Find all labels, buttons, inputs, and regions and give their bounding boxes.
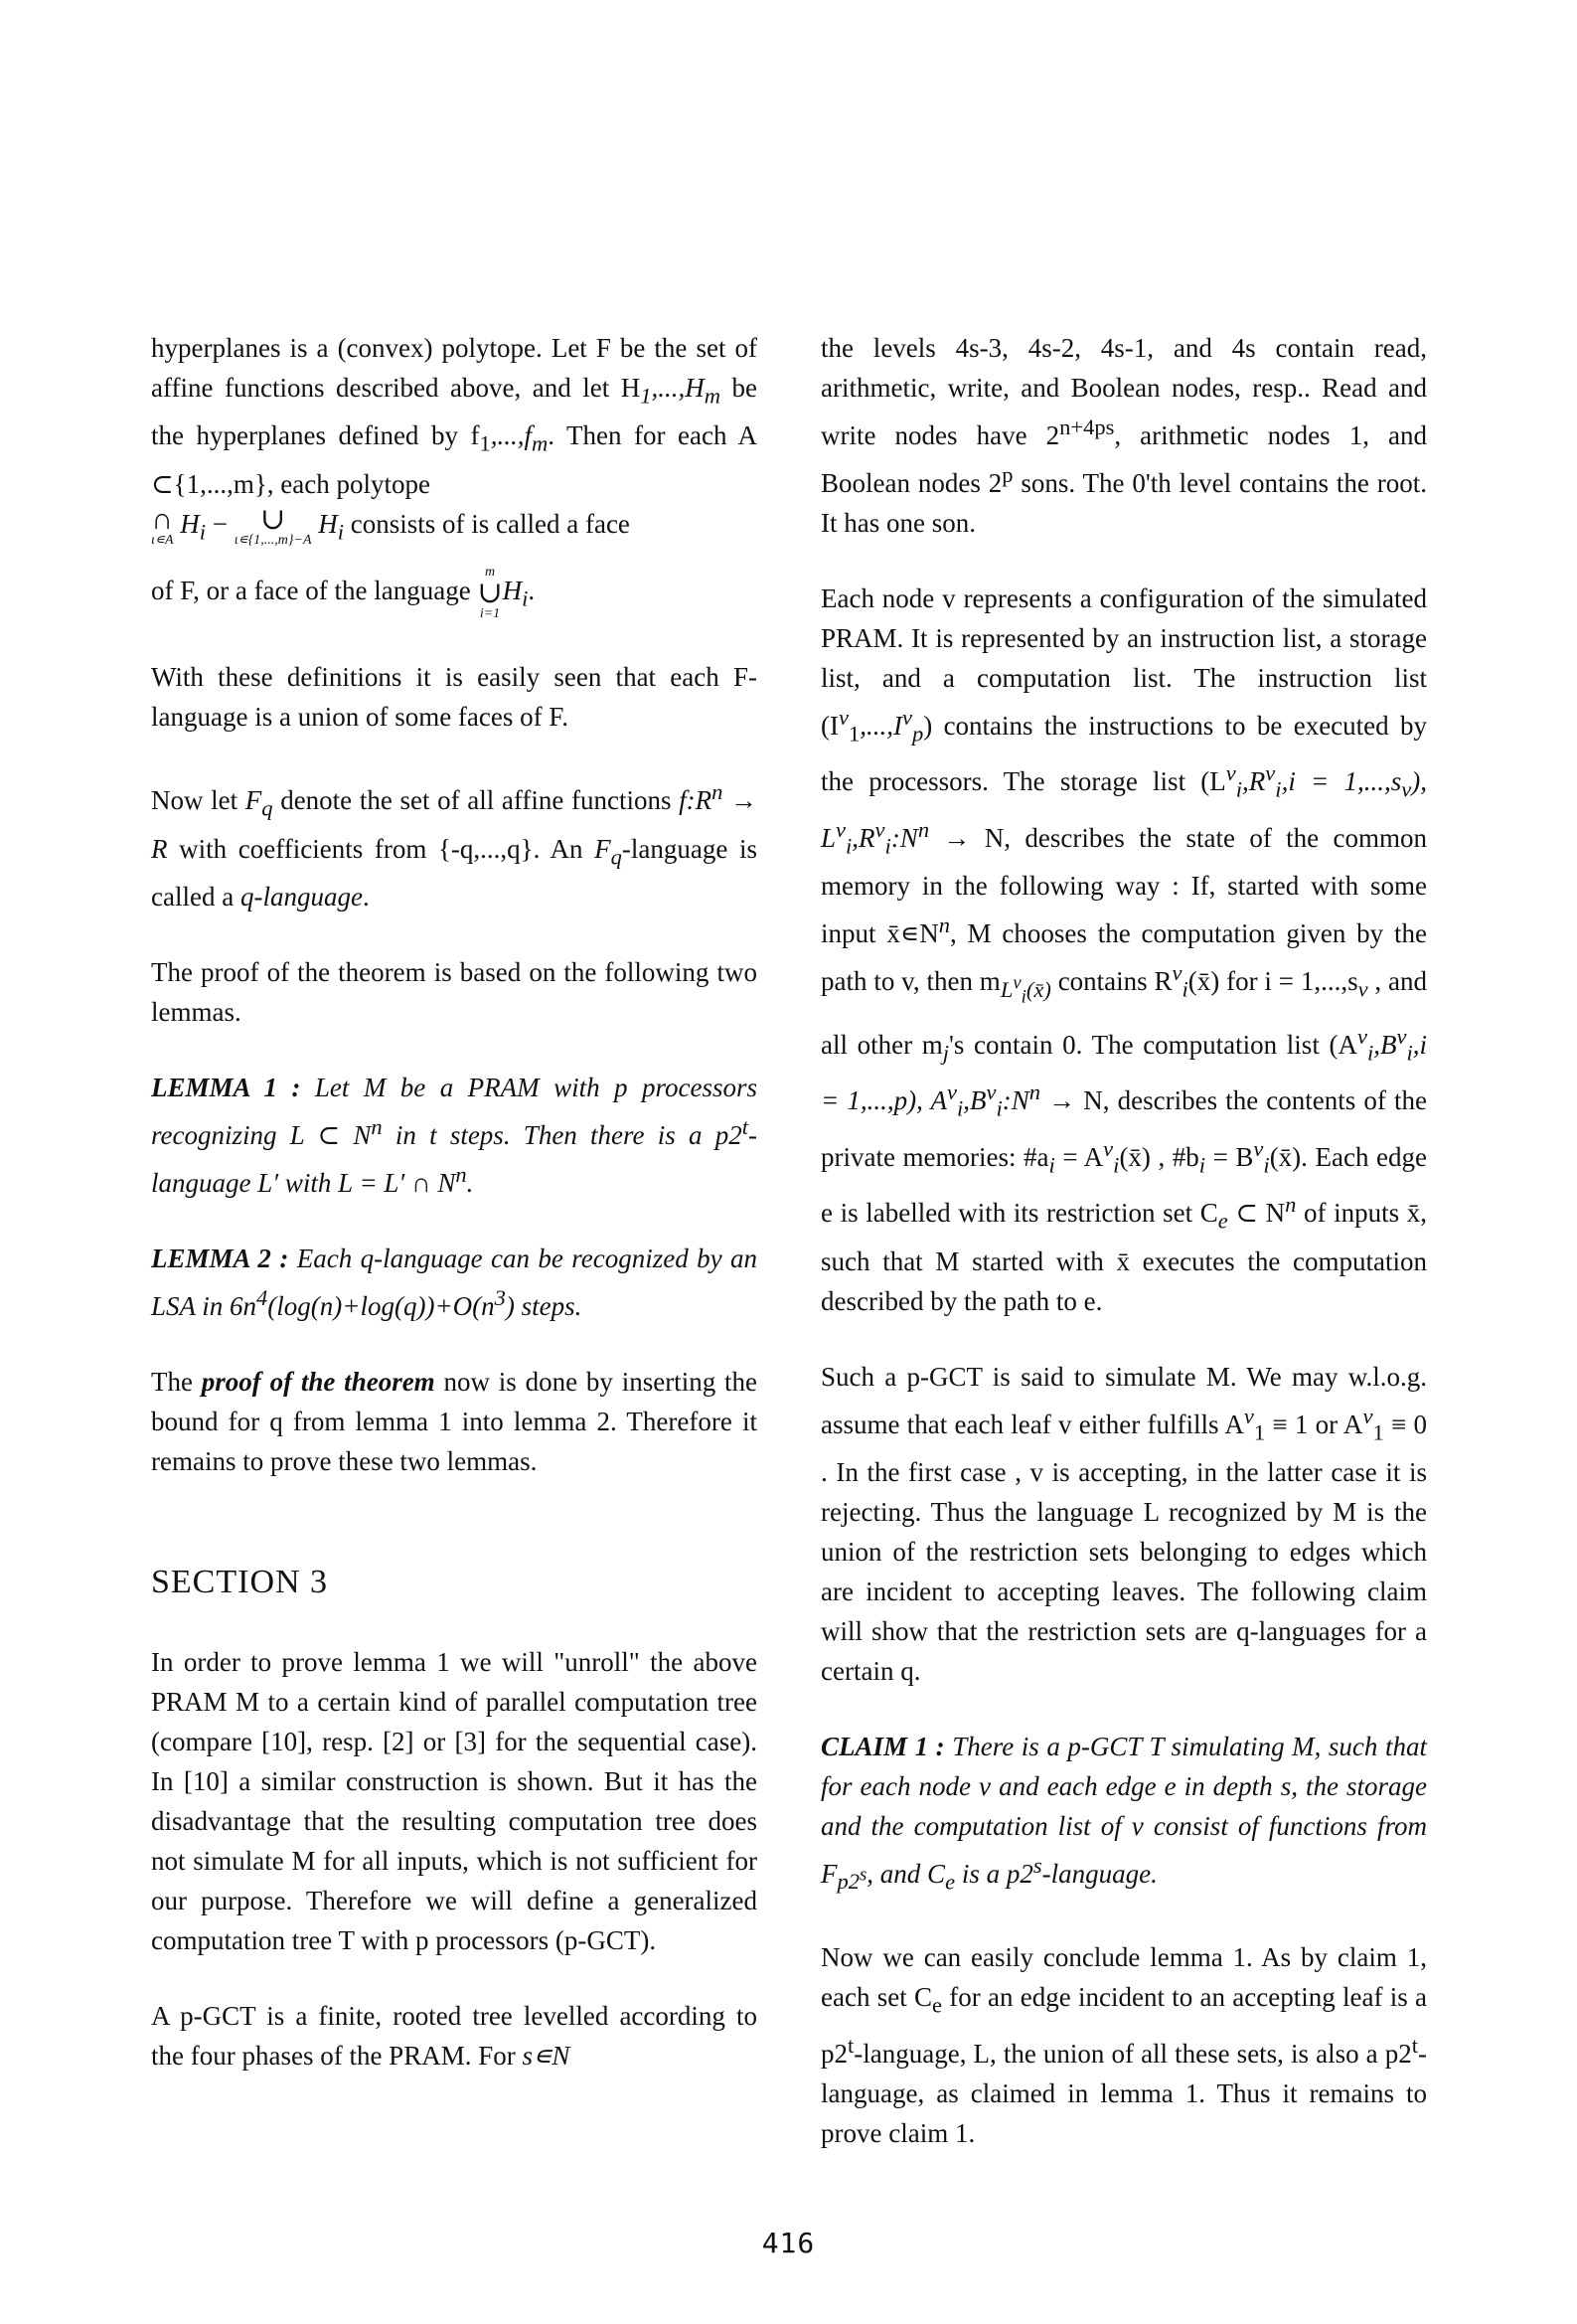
- lemma-label: LEMMA 1 :: [151, 1072, 301, 1102]
- subscript: i: [337, 519, 345, 545]
- superscript: t: [741, 1113, 748, 1139]
- text: ,B: [963, 1085, 987, 1116]
- text: → N, describes the contents of the private memories: #a: [821, 1085, 1427, 1172]
- text: , and all other m: [821, 966, 1427, 1061]
- lemma-label: LEMMA 2 :: [151, 1243, 289, 1273]
- subscript: q: [261, 795, 273, 821]
- superscript: v: [901, 705, 912, 730]
- subscript: i: [1048, 1152, 1055, 1178]
- subscript: p: [911, 721, 924, 747]
- math-term: s∊N: [522, 2040, 570, 2071]
- text: -language is called a: [151, 833, 757, 912]
- text: with coefficients from {-q,...,q}. An: [167, 833, 595, 864]
- text: ≡ 1 or A: [1265, 1409, 1363, 1439]
- text: Let M be a PRAM with p processors recognizing L ⊂ N: [151, 1072, 757, 1150]
- subscript: i: [956, 1095, 964, 1121]
- math-term: F: [594, 833, 611, 864]
- superscript: v: [1225, 760, 1236, 786]
- paragraph-fq: [151, 772, 757, 916]
- subscript: e: [1217, 1208, 1228, 1234]
- subscript: i: [1366, 1040, 1374, 1066]
- subscript: e: [932, 1992, 942, 2018]
- page-number: 416: [761, 2227, 816, 2259]
- superscript: v: [836, 816, 847, 842]
- superscript: t: [1411, 2032, 1418, 2058]
- text: There is a p-GCT T simulating M, such that for each node v and each edge e in depth s, the storage and the computation list of v consist of functions from F: [821, 1732, 1427, 1890]
- union-operator: [234, 502, 312, 548]
- big-union-symbol: ∪: [477, 577, 503, 610]
- text: , arithmetic nodes 1, and Boolean nodes 2: [821, 420, 1427, 498]
- text: = B: [1205, 1141, 1254, 1172]
- subscript: j: [942, 1040, 950, 1066]
- text: denote the set of all affine functions: [272, 785, 680, 816]
- superscript: n: [711, 779, 723, 805]
- math-term: H: [311, 508, 338, 539]
- superscript: n: [455, 1161, 467, 1187]
- math-term: H: [502, 576, 523, 606]
- text: Now let: [151, 785, 245, 816]
- superscript: t: [848, 2032, 855, 2058]
- text: ,i = 1,...,s: [1281, 766, 1402, 797]
- subscript: v: [1401, 776, 1412, 802]
- superscript: v: [1396, 1024, 1407, 1050]
- face-formula: [151, 504, 757, 552]
- right-column: [821, 328, 1427, 2189]
- text: Such a p-GCT is said to simulate M. We may w.l.o.g. assume that each leaf v either fulfills A: [821, 1361, 1427, 1439]
- text: Each node v represents a configuration of the simulated PRAM. It is represented by an instruction list, a storage list, and a computation list. The instruction list (I: [821, 583, 1427, 741]
- claim-1: [821, 1727, 1427, 1902]
- paragraph-pgct: [151, 1996, 757, 2075]
- intersection-operator: [151, 502, 174, 548]
- text: = A: [1054, 1141, 1104, 1172]
- text: ,...,f: [490, 420, 532, 451]
- text: .: [466, 1167, 474, 1198]
- subscript: 1: [848, 721, 861, 747]
- text: ,R: [1242, 766, 1266, 797]
- text: (x̄) for i = 1,...,s: [1187, 966, 1358, 997]
- subscript: i: [846, 833, 853, 859]
- superscript: v: [1265, 760, 1276, 786]
- subscript: i: [1275, 776, 1282, 802]
- text: → N, describes the state of the common memory in the following way : If, started with some input x̄∊N: [821, 822, 1427, 949]
- subscript-part: L: [1000, 976, 1014, 1002]
- superscript: v: [1172, 960, 1183, 986]
- text: , M chooses the computation given by the path to v, then m: [821, 918, 1427, 997]
- paragraph-levels: [821, 328, 1427, 543]
- subscript-part: p2: [837, 1869, 860, 1895]
- text: .: [362, 881, 370, 912]
- subscript: i: [996, 1095, 1003, 1121]
- subscript: i: [1198, 1152, 1206, 1178]
- superscript: n: [1285, 1192, 1297, 1218]
- text: is a p2: [955, 1859, 1033, 1890]
- text: A p-GCT is a finite, rooted tree levelled according to the four phases of the PRAM. For: [151, 2000, 757, 2071]
- superscript: v: [1253, 1135, 1264, 1161]
- superscript: v: [986, 1079, 997, 1105]
- union-index: ι∊{1,...,m}−A: [234, 532, 312, 548]
- subscript: i: [884, 833, 891, 859]
- section-heading: SECTION 3: [151, 1563, 329, 1600]
- text: consists of is called a face: [344, 508, 630, 539]
- superscript: v: [1243, 1403, 1254, 1428]
- superscript: n+4ps: [1059, 415, 1115, 439]
- subscript: [1000, 972, 1051, 1008]
- paragraph-unroll: In order to prove lemma 1 we will "unroll" the above PRAM M to a certain kind of parallel computation tree (compare [10], resp. [2] or [3] for the sequential case). In [10] a similar construction is shown. But it has the disadvantage that the resulting computation tree does not simulate M for all inputs, which is not sufficient for our purpose. Therefore we will define a generalized computation tree T with p processors (p-GCT).: [151, 1646, 757, 1955]
- big-union-operator: [477, 566, 502, 621]
- superscript: s: [1032, 1853, 1042, 1879]
- superscript: 4: [256, 1284, 268, 1310]
- text: for an edge incident to an accepting leaf is a p2: [821, 1982, 1427, 2069]
- term: q-language: [239, 881, 363, 912]
- paragraph-proof-intro: The proof of the theorem is based on the following two lemmas.: [151, 956, 757, 1027]
- subscript: 1: [479, 430, 491, 456]
- superscript: v: [838, 705, 849, 730]
- text: :N: [1002, 1085, 1029, 1116]
- emphasis: proof of the theorem: [201, 1366, 435, 1397]
- text: ,R: [852, 822, 875, 853]
- union-lower-limit: i=1: [479, 606, 501, 622]
- subscript: i: [1113, 1152, 1120, 1178]
- subscript: m: [531, 430, 549, 456]
- superscript: v: [874, 816, 885, 842]
- subscript: v: [1357, 976, 1368, 1002]
- lemma-2: [151, 1239, 757, 1326]
- language-formula: [151, 566, 757, 621]
- text: of F, or a face of the language: [151, 576, 478, 606]
- text: hyperplanes is a (convex) polytope. Let F be the set of affine functions described above, and let H: [151, 333, 757, 403]
- paragraph-proof-theorem: [151, 1362, 757, 1481]
- subscript: 1: [640, 383, 652, 409]
- text: -language, as claimed in lemma 1. Thus it remains to prove claim 1.: [821, 2038, 1427, 2148]
- subscript: e: [945, 1869, 956, 1895]
- superscript: 3: [494, 1284, 506, 1310]
- text: sons. The 0'th level contains the root. It has one son.: [821, 468, 1427, 538]
- math-term: → R: [151, 785, 758, 864]
- superscript: v: [1356, 1024, 1367, 1050]
- text: :N: [890, 822, 918, 853]
- math-term: H: [173, 508, 200, 539]
- subscript-part: (x̄): [1025, 976, 1051, 1002]
- subscript: i: [1406, 1040, 1413, 1066]
- text: ,B: [1373, 1030, 1397, 1061]
- text: ≡ 0 . In the first case , v is accepting, in the latter case it is rejecting. Thus the language L recognized by M is the union of the restriction sets belonging to edges which are incident to accepting leaves. The following claim will show that the restriction sets are q-languages for a certain q.: [821, 1409, 1427, 1687]
- text: , and C: [867, 1859, 946, 1890]
- paragraph-definitions: With these definitions it is easily seen that each F-language is a union of some faces of F.: [151, 662, 757, 733]
- superscript: n: [938, 913, 950, 938]
- subscript: i: [1235, 776, 1243, 802]
- superscript: v: [1013, 972, 1022, 994]
- text: now is done by inserting the bound for q from lemma 1 into lemma 2. Therefore it remains to prove these two lemmas.: [151, 1366, 757, 1476]
- subscript: i: [199, 519, 207, 545]
- paragraph-polytope: [151, 328, 757, 621]
- subscript: i: [1263, 1152, 1270, 1178]
- text: (x̄). Each edge e is labelled with its restriction set C: [821, 1141, 1427, 1229]
- text: Each q-language can be recognized by an LSA in 6n: [151, 1243, 757, 1321]
- left-column: [151, 328, 757, 2111]
- text: ⊂ N: [1227, 1198, 1286, 1229]
- superscript: s: [860, 1864, 867, 1886]
- text: in t steps. Then there is a p2: [382, 1119, 742, 1150]
- subscript: [837, 1864, 867, 1895]
- text: Now we can easily conclude lemma 1. As by claim 1, each set C: [821, 1942, 1427, 2013]
- paragraph-configuration: [821, 579, 1427, 1321]
- lemma-1: [151, 1068, 757, 1203]
- text: of inputs x̄, such that M started with x̄ executes the computation described by the path to e.: [821, 1198, 1427, 1316]
- text: ,i = 1,...,p), A: [821, 1030, 1428, 1116]
- intersection-index: ι∊A: [151, 532, 174, 548]
- text: .: [528, 576, 536, 606]
- superscript: n: [1028, 1079, 1040, 1105]
- subscript: q: [610, 843, 622, 869]
- superscript: v: [946, 1079, 957, 1105]
- union-symbol: ∪: [260, 502, 286, 536]
- minus-sign: −: [206, 508, 235, 539]
- superscript: n: [917, 816, 930, 842]
- superscript: v: [1362, 1403, 1373, 1428]
- text: ,...,I: [860, 711, 902, 741]
- text: be the hyperplanes defined by f: [151, 373, 758, 451]
- text: contains R: [1050, 966, 1173, 997]
- paragraph-conclude: [821, 1937, 1427, 2152]
- intersection-symbol: ∩: [151, 502, 174, 536]
- text: -language.: [1041, 1859, 1158, 1890]
- text: ), L: [821, 766, 1427, 853]
- subscript: i: [1021, 986, 1026, 1008]
- text: . Then for each A ⊂{1,...,m}, each polytope: [151, 420, 757, 499]
- math-term: F: [244, 785, 262, 816]
- text: the levels 4s-3, 4s-2, 4s-1, and 4s contain read, arithmetic, write, and Boolean nodes, resp.. Read and write nodes have 2: [821, 333, 1427, 450]
- union-upper-limit: m: [484, 565, 496, 581]
- superscript: v: [1103, 1135, 1114, 1161]
- subscript: 1: [1372, 1419, 1384, 1445]
- text: ,...,H: [651, 373, 705, 403]
- claim-label: CLAIM 1 :: [821, 1732, 945, 1762]
- subscript: i: [522, 585, 529, 611]
- superscript: p: [1002, 462, 1014, 487]
- text: (x̄) , #b: [1119, 1141, 1199, 1172]
- math-term: f:R: [679, 785, 712, 816]
- text: 's contain 0. The computation list (A: [949, 1030, 1357, 1061]
- text: (log(n)+log(q))+O(n: [267, 1290, 495, 1321]
- subscript: i: [1182, 976, 1188, 1002]
- superscript: n: [371, 1113, 383, 1139]
- text: -language L′ with L = L′ ∩ N: [151, 1119, 757, 1198]
- text: ) steps.: [505, 1290, 582, 1321]
- paragraph-simulate: [821, 1357, 1427, 1691]
- subscript: m: [704, 383, 720, 409]
- subscript: 1: [1253, 1419, 1266, 1445]
- text: The: [151, 1366, 202, 1397]
- text: -language, L, the union of all these sets, is also a p2: [854, 2038, 1412, 2069]
- text: ) contains the instructions to be executed by the processors. The storage list (L: [821, 711, 1427, 797]
